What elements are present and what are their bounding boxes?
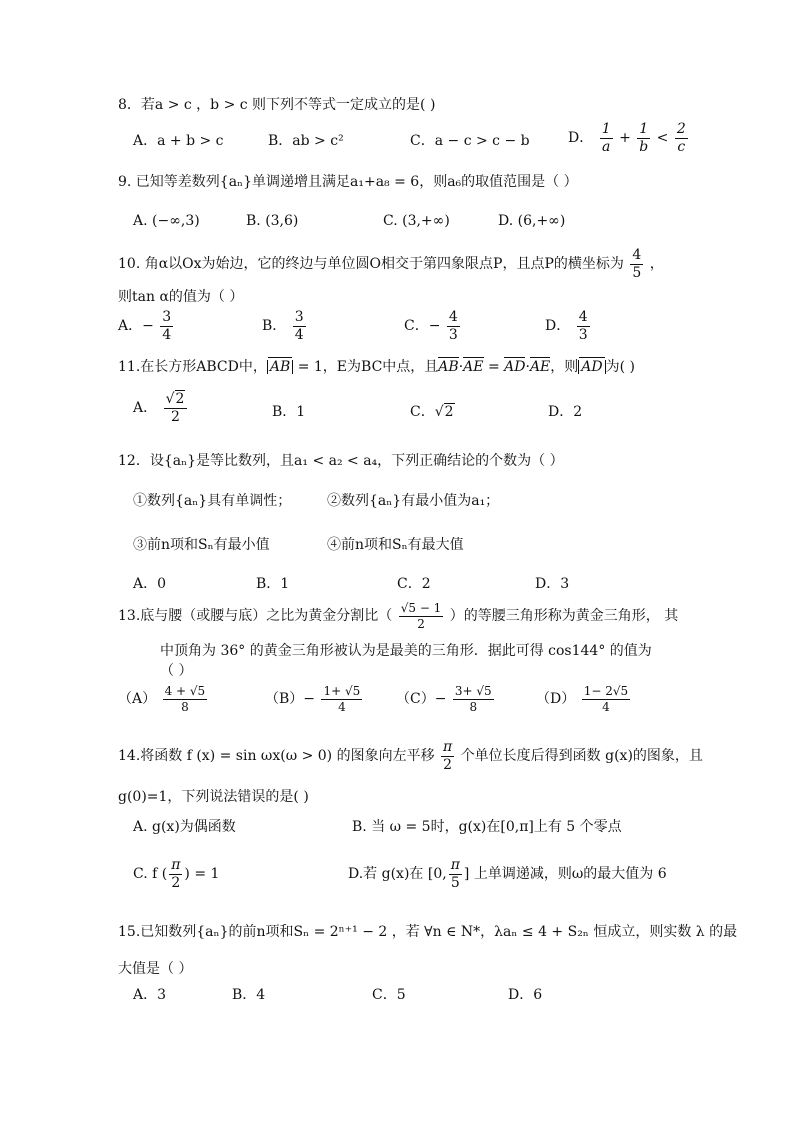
q12-stem: 12．设{aₙ}是等比数列，且a₁ < a₂ < a₄，下列正确结论的个数为（ ） [118,453,564,469]
q12-option-a: A．0 [133,576,167,592]
q12-statement-2: ②数列{aₙ}有最小值为a₁； [327,493,500,509]
opt-prefix: （C）− [396,691,447,708]
q9-stem: 9. 已知等差数列{aₙ}单调递增且满足a₁+a₈ = 6，则a₆的取值范围是（ ） [118,174,578,190]
q12-statement-1: ①数列{aₙ}具有单调性； [133,493,292,509]
q10-stem [118,248,664,280]
q10-stem-post: ， [649,256,664,273]
frac-num: 3 [162,309,172,325]
opt-prefix: B． [262,318,287,335]
frac-den: 5 [632,264,642,281]
frac-num: π [443,739,453,755]
q11-option-d: D．2 [548,404,583,420]
q9-option-b: B. (3,6) [246,213,299,229]
frac-den: 2 [417,616,425,631]
q13-option-a [118,685,209,713]
frac-den: 3 [578,326,588,343]
opt-prefix: D． [545,318,571,335]
q10-stem-line2: 则tan α的值为（ ） [118,289,244,305]
q14-option-c: C. f ( $\frac{\pi}{2}$ ) = 1 [133,857,220,891]
q9-option-c: C. (3,+∞) [383,213,450,229]
lt-sign: < [656,130,669,147]
opt-prefix: C. f [133,866,158,883]
q11-s1: 11.在长方形ABCD中， [118,359,267,375]
q15-option-d: D．6 [508,987,543,1003]
q12-statement-4: ④前n项和Sₙ有最大值 [327,537,464,553]
q12-option-c: C．2 [397,576,431,592]
opt-prefix: C．− [404,318,441,335]
frac-den: 2 [443,756,453,773]
q15-option-a: A．3 [133,987,167,1003]
q13-option-b [265,685,364,713]
frac-num: 4 [448,309,458,325]
q15-stem-line2: 大值是（ ） [118,961,193,977]
q13-option-d [536,685,632,713]
q11-s2: = 1，E为BC中点，且 [293,359,439,375]
q8-option-d [568,122,690,154]
q14-stem [118,740,703,772]
q13-stem-line3: （ ） [160,663,193,679]
q15-option-b: B．4 [232,987,266,1003]
opt-prefix: （A） [118,691,157,708]
q8-option-c: C．a − c > c − b [410,133,530,149]
frac-num: 3 [294,309,304,325]
opt-prefix: C． [410,404,435,420]
q10-option-a [118,310,175,342]
q14-stem-line2: g(0)=1，下列说法错误的是( ) [118,789,309,805]
abs-vector-ad: AD [578,360,605,374]
q10-option-d [545,310,592,342]
frac-num: π [171,857,181,873]
equals: = [483,359,505,375]
q8-option-b: B．ab > c² [268,133,344,149]
q13-stem [118,602,678,630]
q13-s1: 13.底与腰（或腰与底）之比为黄金分割比（ [118,608,393,625]
q15-stem: 15.已知数列{aₙ}的前n项和Sₙ = 2ⁿ⁺¹ − 2 ，若 ∀n ∈ N*，λaₙ ≤ 4 + S₂ₙ 恒成立，则实数 λ 的最 [118,924,738,940]
vector-ab: AB [438,359,459,375]
q8-option-a: A．a + b > c [133,133,224,149]
frac-den: 4 [338,699,346,714]
q13-s2: ）的等腰三角形称为黄金三角形， 其 [449,608,679,625]
q10-option-c [404,310,462,342]
dot: · [525,359,530,375]
q11-s3: ，则 [550,359,579,375]
frac-den: 5 [450,874,460,891]
frac-num: 1 [601,121,611,137]
frac-den: c [677,138,686,155]
q13-option-c [396,685,496,713]
opt-prefix: （B）− [265,691,316,708]
frac-num: 4 + √5 [164,684,206,698]
frac-num: √5 − 1 [400,601,442,615]
frac-num: 2 [676,121,686,137]
q11-option-c: C．√2 [410,404,454,420]
frac-den: 4 [294,326,304,343]
frac-den: 8 [181,699,189,714]
opt-prefix: A． [133,400,158,417]
q14-s2: 个单位长度后得到函数 g(x)的图象，且 [460,748,703,765]
q14-option-b: B. 当 ω = 5时，g(x)在[0,π]上有 5 个零点 [352,819,622,835]
q11-stem [118,360,635,374]
vector-ae: AE [463,359,484,375]
q14-option-d: D.若 g(x)在 [0, $\frac{\pi}{5}$ ] 上单调递减，则ω的最大值为 6 [348,857,667,891]
q14-s1: 14.将函数 f (x) = sin ωx(ω > 0) 的图象向左平移 [118,748,435,765]
abs-vector-ab: AB [267,360,293,374]
dot: · [458,359,464,375]
q13-stem-line2: 中顶角为 36° 的黄金三角形被认为是最美的三角形．据此可得 cos144° 的值为 [160,643,652,659]
q8-stem: 8．若a > c ，b > c 则下列不等式一定成立的是( ) [118,97,436,113]
q11-option-b: B．1 [272,404,306,420]
frac-den: 2 [171,874,181,891]
vector-ae: AE [529,359,551,375]
radicand: 2 [444,404,454,420]
frac-den: a [601,138,611,155]
frac-den: 2 [171,408,180,425]
opt-prefix: （D） [536,691,576,708]
frac-num: 1 [639,121,649,137]
frac-den: 8 [469,699,478,714]
q11-option-a: A． $\frac{√2}{2}$ [133,392,189,424]
frac-den: 3 [448,326,458,343]
frac-num: 1+ √5 [323,684,361,698]
opt-prefix: D.若 g(x)在 [348,866,424,883]
q12-option-d: D．3 [535,576,570,592]
q12-option-b: B．1 [256,576,290,592]
opt-suffix: 上单调递减，则ω的最大值为 6 [473,866,667,883]
frac-num: 1− 2√5 [583,684,629,698]
frac-num: 4 [632,247,642,263]
q14-option-a: A. g(x)为偶函数 [133,819,236,835]
frac-num: 3+ √5 [454,684,492,698]
q15-option-c: C．5 [372,987,406,1003]
q9-option-a: A. (−∞,3) [133,213,200,229]
frac-den: 4 [162,326,172,343]
frac-den: b [639,138,649,155]
frac-den: 4 [602,699,610,714]
q12-statement-3: ③前n项和Sₙ有最小值 [133,537,270,553]
frac-num: π [450,857,460,873]
plus-sign: + [619,130,631,147]
q10-stem-pre: 10. 角α以Ox为始边，它的终边与单位圆O相交于第四象限点P，且点P的横坐标为 [118,256,624,273]
radicand: 2 [175,391,185,407]
q8-d-prefix: D． [568,130,594,147]
q11-s4: 为( ) [605,359,635,375]
q10-option-b [262,310,308,342]
q9-option-d: D. (6,+∞) [498,213,566,229]
opt-suffix: = 1 [194,866,220,883]
opt-prefix: A．− [118,318,154,335]
frac-num: 4 [578,309,588,325]
vector-ad: AD [504,359,526,375]
